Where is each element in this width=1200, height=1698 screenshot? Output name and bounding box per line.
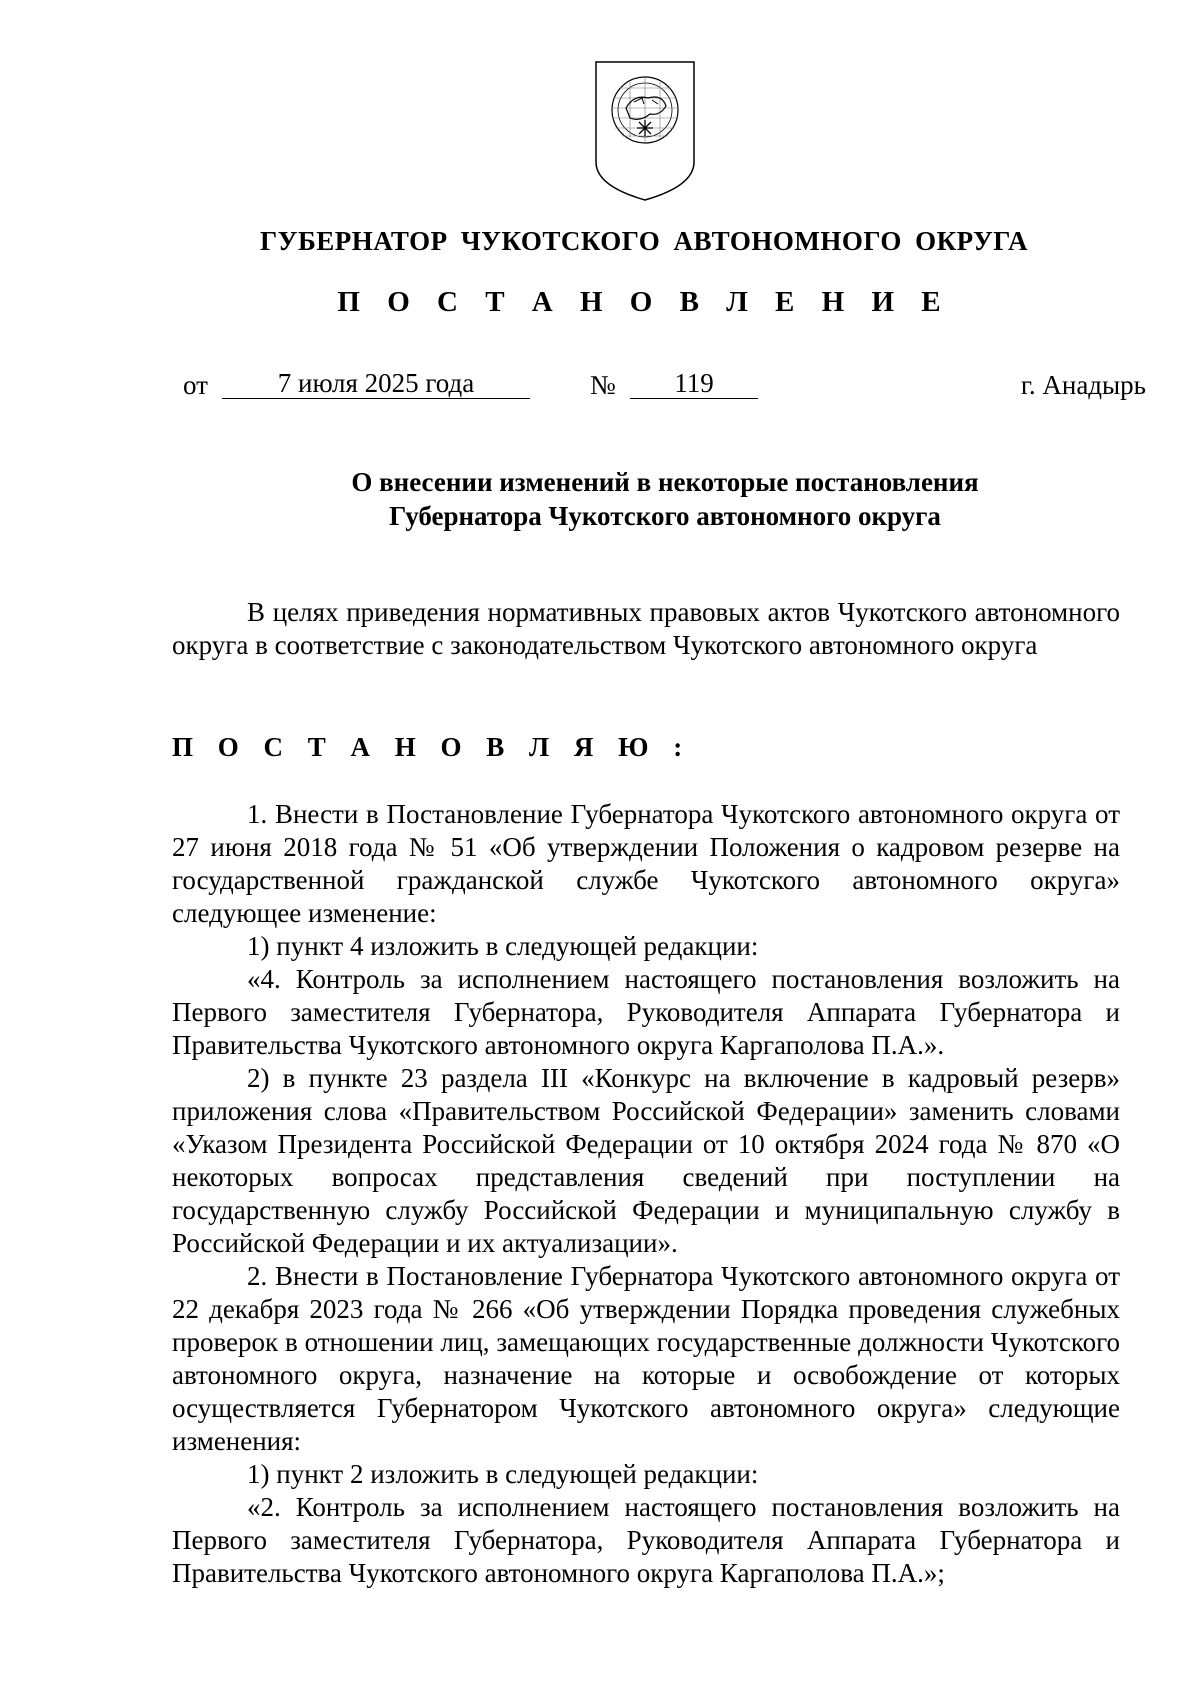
subject-line-1: О внесении изменений в некоторые постановления — [351, 467, 979, 497]
document-subject — [0, 465, 1200, 533]
number-label: № — [590, 370, 616, 400]
paragraph: 2. Внести в Постановление Губернатора Чукотского автономного округа от 22 декабря 2023 года № 266 «Об утверждении Порядка проведения служебных проверок в отношении лиц, замещающих государственные должности Чукотского автономного округа, назначение на которые и освобождение от которых осуществляется Губернатором Чукотского автономного округа» следующие изменения: — [172, 1261, 1120, 1456]
coat-of-arms-icon — [590, 58, 700, 206]
document-date: 7 июля 2025 года — [222, 368, 530, 399]
paragraph: «2. Контроль за исполнением настоящего постановления возложить на Первого заместителя Губернатора, Руководителя Аппарата Губернатора и Правительства Чукотского автономного округа Каргаполова П.А.»; — [172, 1492, 1120, 1588]
decree-heading: П О С Т А Н О В Л Я Ю : — [172, 732, 692, 762]
paragraph: 2) в пункте 23 раздела III «Конкурс на включение в кадровый резерв» приложения слова «Правительством Российской Федерации» заменить словами «Указом Президента Российской Федерации от 10 октября 2024 года № 870 «О некоторых вопросах представления сведений при поступлении на государственную службу Российской Федерации и муниципальную службу в Российской Федерации и их актуализации». — [172, 1063, 1120, 1258]
paragraph: 1) пункт 4 изложить в следующей редакции: — [247, 931, 759, 961]
paragraph: 1) пункт 2 изложить в следующей редакции: — [247, 1459, 759, 1489]
document-number: 119 — [630, 368, 758, 399]
paragraph: «4. Контроль за исполнением настоящего постановления возложить на Первого заместителя Губернатора, Руководителя Аппарата Губернатора и Правительства Чукотского автономного округа Каргаполова П.А.». — [172, 964, 1120, 1060]
document-city: г. Анадырь — [1020, 370, 1146, 400]
body-paragraphs — [172, 798, 1120, 1590]
document-type: П О С Т А Н О В Л Е Н И Е — [337, 286, 951, 318]
subject-line-2: Губернатора Чукотского автономного округа — [389, 501, 941, 531]
intro-paragraph: В целях приведения нормативных правовых актов Чукотского автономного округа в соответствие с законодательством Чукотского автономного округа — [172, 597, 1120, 660]
organization-title: ГУБЕРНАТОР ЧУКОТСКОГО АВТОНОМНОГО ОКРУГА — [259, 226, 1029, 256]
date-label: от — [183, 370, 208, 400]
paragraph: 1. Внести в Постановление Губернатора Чукотского автономного округа от 27 июня 2018 года № 51 «Об утверждении Положения о кадровом резерве на государственной гражданской службе Чукотского автономного округа» следующее изменение: — [172, 799, 1120, 928]
